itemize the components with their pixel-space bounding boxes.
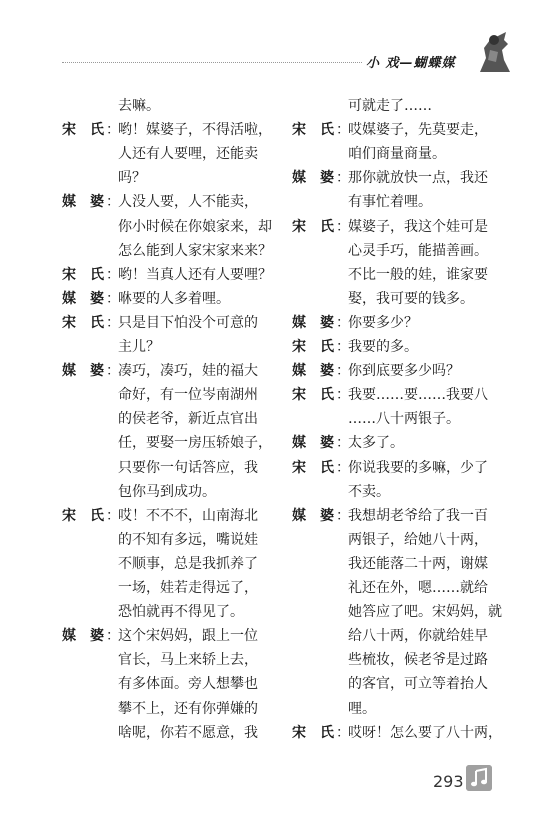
- dialogue-text: 哩。: [348, 700, 376, 717]
- speaker-char: 媒: [292, 507, 306, 524]
- music-note-icon: [466, 765, 492, 791]
- speaker-char: 媒: [62, 363, 76, 380]
- header-dotted-rule: [62, 62, 362, 63]
- speaker-char: 宋: [62, 122, 76, 139]
- speaker-char: 婆: [320, 170, 334, 187]
- speaker-char: 婆: [320, 314, 334, 331]
- speaker-char: 婆: [320, 363, 334, 380]
- dialogue-text: 可就走了……: [348, 98, 432, 114]
- dialogue-text: 不比一般的娃，谁家要: [348, 266, 488, 283]
- speaker-char: 婆: [90, 290, 104, 307]
- speaker-char: 宋: [62, 507, 76, 524]
- dialogue-text: 你小时候在你娘家来，却: [118, 218, 272, 235]
- dialogue-text: 的客官，可立等着抬人: [348, 676, 488, 693]
- speaker-colon: ：: [336, 170, 350, 187]
- speaker-colon: ：: [336, 218, 350, 235]
- dialogue-text: ……八十两银子。: [348, 411, 460, 428]
- dialogue-text: 你到底要多少吗？: [348, 363, 460, 380]
- speaker-char: 氏: [320, 724, 334, 741]
- dialogue-text: 礼还在外，嗯……就给: [348, 580, 488, 596]
- speaker-colon: ：: [336, 339, 350, 355]
- speaker-colon: ：: [336, 435, 350, 452]
- dialogue-text: 那你就放快一点，我还: [348, 170, 488, 187]
- speaker-colon: ：: [336, 387, 350, 404]
- dialogue-text: 些梳妆，候老爷是过路: [348, 652, 488, 669]
- speaker-char: 婆: [320, 435, 334, 452]
- dialogue-text: 命好，有一位岑南湖州: [118, 387, 258, 404]
- speaker-char: 媒: [62, 290, 76, 307]
- speaker-char: 宋: [292, 724, 306, 741]
- speaker-char: 氏: [90, 507, 104, 524]
- dialogue-text: 哎呀！怎么要了八十两，: [348, 724, 502, 741]
- dialogue-text: 只要你一句话答应，我: [118, 459, 258, 476]
- speaker-colon: ：: [106, 122, 120, 139]
- dialogue-text: 不顺事，总是我抓养了: [118, 555, 258, 572]
- dialogue-text: 我还能落二十两，谢媒: [348, 555, 488, 572]
- dialogue-text: 我要……要……我要八: [348, 387, 488, 404]
- dialogue-text: 人没人要，人不能卖，: [118, 194, 258, 211]
- speaker-char: 媒: [292, 435, 306, 452]
- dialogue-text: 去嘛。: [118, 98, 160, 114]
- dialogue-text: 给八十两，你就给娃早: [348, 628, 488, 645]
- dialogue-text: 主儿？: [118, 339, 160, 355]
- speaker-char: 氏: [90, 314, 104, 331]
- speaker-colon: ：: [106, 314, 120, 331]
- dialogue-text: 两银子，给她八十两，: [348, 531, 488, 548]
- dialogue-text: 有事忙着哩。: [348, 194, 432, 211]
- dialogue-text: 任，要娶一房压轿娘子，: [118, 435, 272, 452]
- speaker-char: 媒: [292, 363, 306, 380]
- speaker-char: 媒: [62, 628, 76, 645]
- dialogue-text: 哎媒婆子，先莫要走，: [348, 122, 488, 139]
- figure-ornament-icon: [476, 28, 512, 74]
- dialogue-text: 攀不上，还有你弹嫌的: [118, 700, 258, 717]
- speaker-colon: ：: [336, 459, 350, 476]
- dialogue-text: 咱们商量商量。: [348, 146, 446, 163]
- speaker-colon: ：: [336, 314, 350, 331]
- speaker-char: 婆: [90, 363, 104, 380]
- dialogue-text: 人还有人要哩，还能卖: [118, 146, 258, 163]
- dialogue-text: 怎么能到人家宋家来来？: [118, 242, 272, 259]
- dialogue-text: 的不知有多远，嘴说娃: [118, 531, 258, 548]
- dialogue-text: 凑巧，凑巧，娃的福大: [118, 363, 258, 380]
- dialogue-text: 心灵手巧，能描善画。: [348, 242, 488, 259]
- speaker-char: 氏: [320, 387, 334, 404]
- speaker-char: 氏: [320, 218, 334, 235]
- running-title: 小 戏—蝴蝶媒: [366, 56, 456, 71]
- speaker-colon: ：: [336, 507, 350, 524]
- speaker-colon: ：: [106, 628, 120, 645]
- dialogue-text: 我要的多。: [348, 339, 418, 355]
- speaker-char: 宋: [292, 387, 306, 404]
- dialogue-text: 这个宋妈妈，跟上一位: [118, 628, 258, 645]
- dialogue-text: 媒婆子，我这个娃可是: [348, 218, 488, 235]
- dialogue-text: 咻要的人多着哩。: [118, 290, 230, 307]
- speaker-colon: ：: [106, 507, 120, 524]
- dialogue-text: 哟！当真人还有人要哩？: [118, 266, 272, 283]
- speaker-colon: ：: [336, 724, 350, 741]
- speaker-char: 宋: [292, 218, 306, 235]
- dialogue-text: 有多体面。旁人想攀也: [118, 676, 258, 693]
- speaker-char: 宋: [292, 339, 306, 355]
- speaker-colon: ：: [336, 122, 350, 139]
- dialogue-text: 吗？: [118, 170, 146, 187]
- dialogue-text: 太多了。: [348, 435, 404, 452]
- speaker-char: 宋: [62, 314, 76, 331]
- speaker-char: 宋: [292, 122, 306, 139]
- speaker-char: 氏: [320, 339, 334, 355]
- speaker-char: 婆: [90, 628, 104, 645]
- page-number: 293: [433, 772, 464, 791]
- speaker-colon: ：: [106, 266, 120, 283]
- dialogue-text: 啥呢，你若不愿意，我: [118, 724, 258, 741]
- dialogue-text: 娶，我可要的钱多。: [348, 290, 474, 307]
- speaker-colon: ：: [106, 290, 120, 307]
- page-header: [0, 0, 551, 80]
- speaker-char: 媒: [292, 314, 306, 331]
- speaker-char: 氏: [90, 122, 104, 139]
- dialogue-text: 哟！媒婆子，不得活啦，: [118, 122, 272, 139]
- speaker-char: 氏: [320, 122, 334, 139]
- dialogue-text: 一场，娃若走得远了，: [118, 580, 258, 596]
- dialogue-text: 你说我要的多嘛，少了: [348, 459, 488, 476]
- dialogue-text: 官长，马上来轿上去，: [118, 652, 258, 669]
- dialogue-text: 她答应了吧。宋妈妈，就: [348, 604, 502, 621]
- speaker-char: 婆: [320, 507, 334, 524]
- speaker-char: 氏: [320, 459, 334, 476]
- dialogue-text: 哎！不不不，山南海北: [118, 507, 258, 524]
- speaker-char: 婆: [90, 194, 104, 211]
- dialogue-text: 我想胡老爷给了我一百: [348, 507, 488, 524]
- speaker-char: 氏: [90, 266, 104, 283]
- dialogue-text: 不卖。: [348, 483, 390, 500]
- speaker-char: 宋: [62, 266, 76, 283]
- dialogue-text: 只是目下怕没个可意的: [118, 314, 258, 331]
- speaker-colon: ：: [106, 194, 120, 211]
- speaker-char: 媒: [292, 170, 306, 187]
- speaker-char: 媒: [62, 194, 76, 211]
- dialogue-text: 包你马到成功。: [118, 483, 216, 500]
- dialogue-text: 的侯老爷，新近点官出: [118, 411, 258, 428]
- speaker-colon: ：: [336, 363, 350, 380]
- dialogue-text: 你要多少？: [348, 314, 418, 331]
- speaker-char: 宋: [292, 459, 306, 476]
- dialogue-text: 恐怕就再不得见了。: [118, 604, 244, 621]
- speaker-colon: ：: [106, 363, 120, 380]
